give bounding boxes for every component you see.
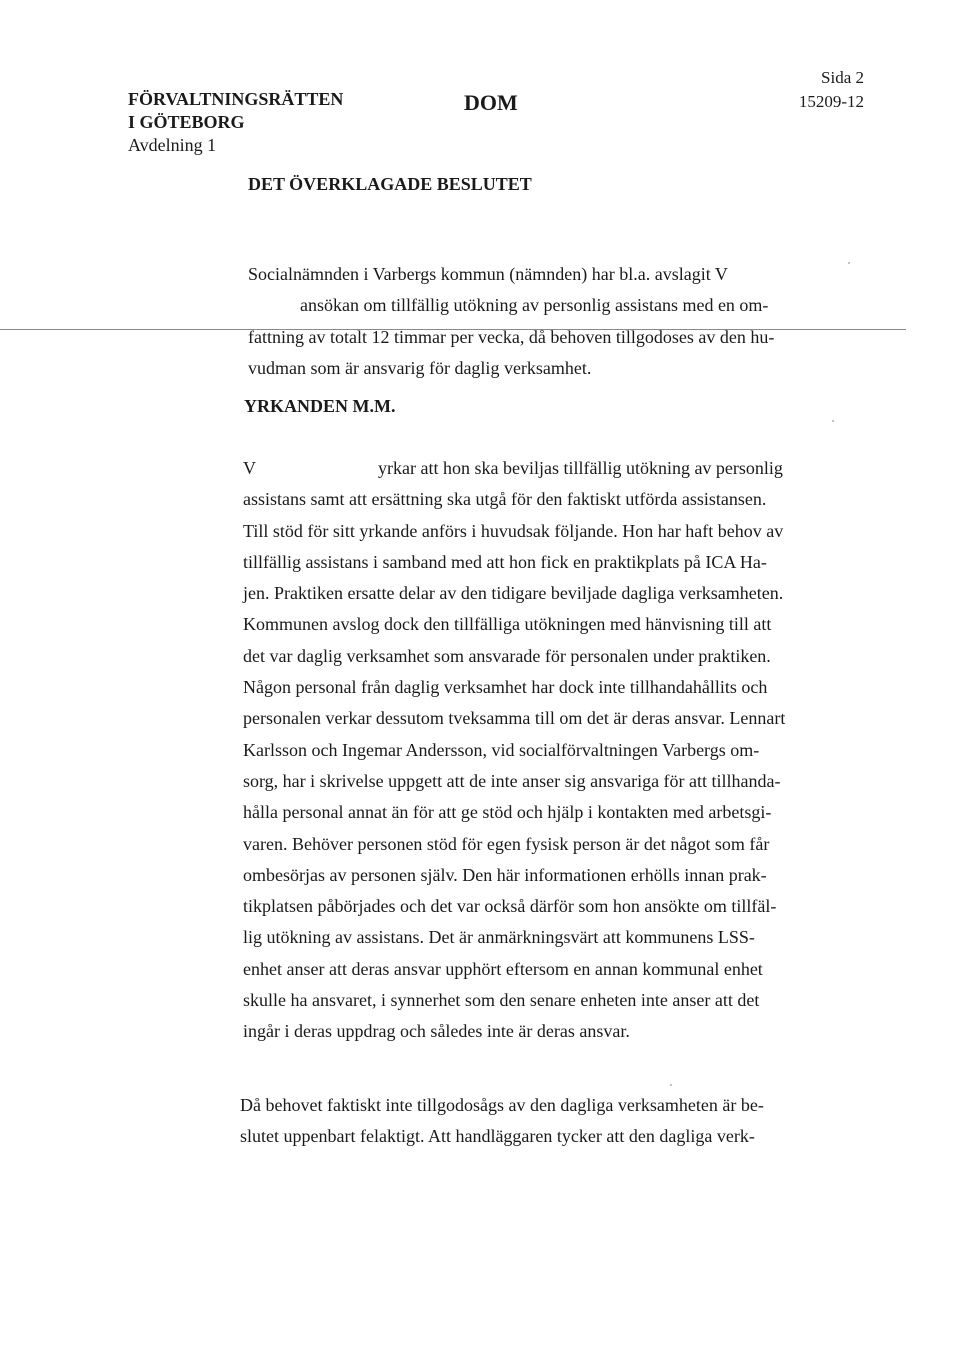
text-line: varen. Behöver personen stöd för egen fysisk person är det något som får [243, 833, 770, 854]
case-number: 15209-12 [798, 92, 864, 111]
text-line: det var daglig verksamhet som ansvarade för personalen under praktiken. [243, 645, 771, 666]
document-type: DOM [464, 90, 518, 115]
text-line: Socialnämnden i Varbergs kommun (nämnden) har bl.a. avslagit V [248, 264, 728, 284]
section-heading-appealed-decision: DET ÖVERKLAGADE BESLUTET [248, 174, 532, 194]
court-name [128, 88, 343, 157]
text-line: vudman som är ansvarig för daglig verksamhet. [248, 357, 592, 378]
text-line: ombesörjas av personen själv. Den här informationen erhölls innan prak- [243, 864, 767, 885]
text-line: lig utökning av assistans. Det är anmärkningsvärt att kommunens LSS- [243, 927, 755, 948]
text-line: ansökan om tillfällig utökning av personlig assistans med en om- [300, 295, 769, 316]
court-name-line2: I GÖTEBORG [128, 112, 245, 132]
text-line: tillfällig assistans i samband med att hon fick en praktikplats på ICA Ha- [243, 551, 767, 572]
paragraph-conclusion [240, 1090, 800, 1153]
claimant-initial: V [243, 458, 256, 478]
text-line: assistans samt att ersättning ska utgå för den faktiskt utförda assistansen. [243, 489, 767, 510]
text-line: fattning av totalt 12 timmar per vecka, då behoven tillgodoses av den hu- [248, 326, 775, 347]
text-line: tikplatsen påbörjades och det var också därför som hon ansökte om tillfäl- [243, 896, 777, 917]
text-line: personalen verkar dessutom tveksamma till om det är deras ansvar. Lennart [243, 708, 786, 729]
text-line: Då behovet faktiskt inte tillgodosågs av den dagliga verksamheten är be- [240, 1095, 764, 1115]
text-line: hålla personal annat än för att ge stöd och hjälp i kontakten med arbetsgi- [243, 802, 772, 823]
court-name-line1: FÖRVALTNINGSRÄTTEN [128, 89, 344, 109]
text-line: ingår i deras uppdrag och således inte är deras ansvar. [243, 1021, 630, 1042]
court-department: Avdelning 1 [128, 135, 217, 155]
text-line: sorg, har i skrivelse uppgett att de inte anser sig ansvariga för att tillhanda- [243, 770, 781, 791]
text-line: Kommunen avslog dock den tillfälliga utökningen med hänvisning till att [243, 614, 772, 635]
page-number: Sida 2 [821, 68, 864, 87]
section-heading-claims: YRKANDEN M.M. [244, 396, 396, 416]
scan-speck [848, 262, 850, 264]
text-line: Någon personal från daglig verksamhet har dock inte tillhandahållits och [243, 677, 768, 698]
text-line [243, 453, 803, 484]
text-line: Till stöd för sitt yrkande anförs i huvudsak följande. Hon har haft behov av [243, 520, 784, 541]
scan-speck [832, 420, 834, 422]
page-info [799, 66, 864, 114]
text-line: slutet uppenbart felaktigt. Att handläggaren tycker att den dagliga verk- [240, 1126, 755, 1147]
text-line: skulle ha ansvaret, i synnerhet som den senare enheten inte anser att det [243, 990, 760, 1011]
text-line: enhet anser att deras ansvar upphört eftersom en annan kommunal enhet [243, 958, 763, 979]
text-line: Karlsson och Ingemar Andersson, vid socialförvaltningen Varbergs om- [243, 739, 760, 760]
paragraph-appealed-decision [248, 259, 808, 384]
text-line: jen. Praktiken ersatte delar av den tidigare beviljade dagliga verksamheten. [243, 583, 784, 604]
text-fragment: yrkar att hon ska beviljas tillfällig utökning av personlig [378, 458, 783, 478]
scan-speck [670, 1084, 672, 1086]
paragraph-claims [243, 453, 803, 1048]
